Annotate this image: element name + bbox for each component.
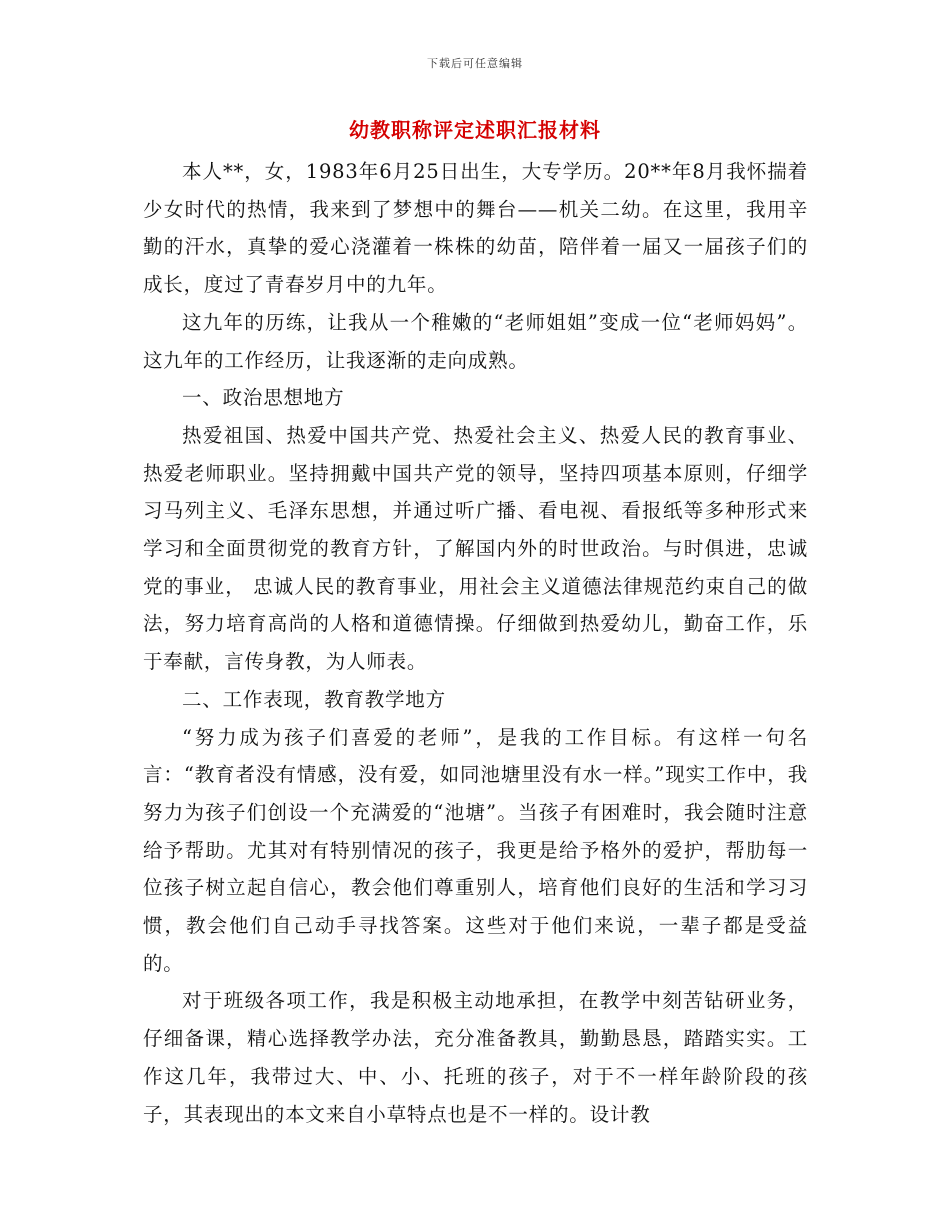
header-note: 下载后可任意编辑	[427, 57, 523, 70]
document-title: 幼教职称评定述职汇报材料	[349, 118, 601, 142]
paragraph-intro: 本人**，女，1983年6月25日出生，大专学历。20**年8月我怀揣着少女时代的热情，我来到了梦想中的舞台——机关二幼。在这里，我用辛勤的汗水，真挚的爱心浇灌着一株株的幼苗，陪伴着一届又一届孩子们的成长，度过了青春岁月中的九年。	[143, 160, 808, 297]
section-heading-work: 二、工作表现，教育教学地方	[182, 687, 446, 711]
section-heading-political: 一、政治思想地方	[182, 386, 345, 410]
paragraph-work-goal: “努力成为孩子们喜爱的老师”，是我的工作目标。有这样一句名言：“教育者没有情感，没有爱，如同池塘里没有水一样。”现实工作中，我努力为孩子们创设一个充满爱的“池塘”。当孩子有困难时，我会随时注意给予帮助。尤其对有特别情况的孩子，我更是给予格外的爱护，帮肋每一位孩子树立起自信心，教会他们尊重别人，培育他们良好的生活和学习习惯，教会他们自己动手寻找答案。这些对于他们来说，一辈子都是受益的。	[143, 725, 808, 975]
paragraph-political: 热爱祖国、热爱中国共产党、热爱社会主义、热爱人民的教育事业、热爱老师职业。坚持拥戴中国共产党的领导，坚持四项基本原则，仔细学习马列主义、毛泽东思想，并通过听广播、看电视、看报纸等多种形式来学习和全面贯彻党的教育方针，了解国内外的时世政治。与时俱进，忠诚党的事业， 忠诚人民的教育事业，用社会主义道德法律规范约束自己的做法，努力培育高尚的人格和道德情操。仔细做到热爱幼儿，勤奋工作，乐于奉献，言传身教，为人师表。	[143, 423, 808, 674]
document-body	[143, 153, 808, 1133]
paragraph-class-work: 对于班级各项工作，我是积极主动地承担，在教学中刻苦钻研业务，仔细备课，精心选择教学办法，充分准备教具，勤勤恳恳，踏踏实实。工作这几年，我带过大、中、小、托班的孩子，对于不一样年龄阶段的孩子，其表现出的本文来自小草特点也是不一样的。设计教	[143, 989, 808, 1126]
paragraph-nine-years: 这九年的历练，让我从一个稚嫩的“老师姐姐”变成一位“老师妈妈”。这九年的工作经历，让我逐渐的走向成熟。	[143, 310, 808, 372]
